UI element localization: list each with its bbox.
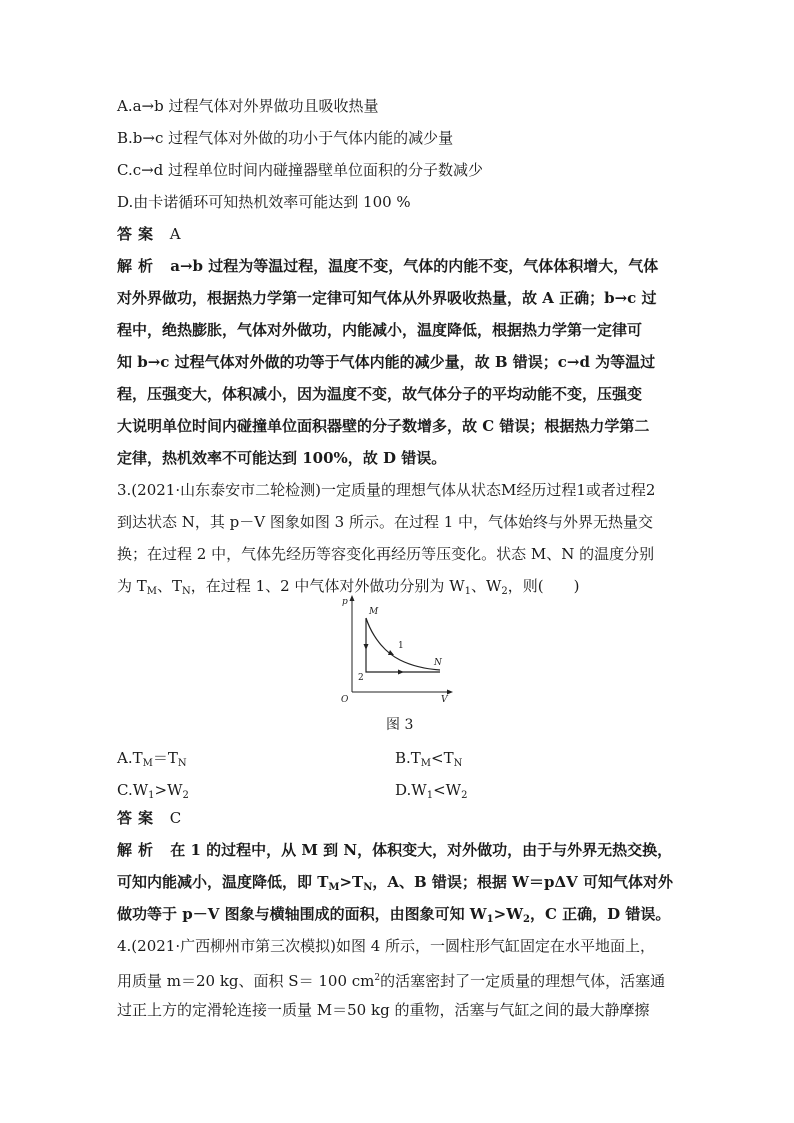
q3-answer (117, 808, 181, 828)
q3-stem-line-2: 到达状态 N，其 p－V 图象如图 3 所示。在过程 1 中，气体始终与外界无热量交 (117, 513, 654, 531)
answer-value: A (169, 225, 181, 243)
answer-label: 答案 (117, 809, 160, 827)
q2-option-d: D.由卡诺循环可知热机效率可能达到 100 % (117, 193, 411, 211)
q2-analysis-line-4: 知 b→c 过程气体对外做的功等于气体内能的减少量，故 B 错误；c→d 为等温过 (117, 353, 656, 371)
q4-stem-line-2: 用质量 m＝20 kg、面积 S＝ 100 $cm^2$的活塞密封了一定质量的理想气体，活塞通 (117, 972, 666, 990)
process-2-vertical-arrow (364, 644, 369, 650)
q2-answer (117, 224, 181, 244)
q2-analysis-line-1 (117, 256, 658, 276)
origin-label: O (341, 695, 349, 704)
point-n-label: N (434, 658, 442, 668)
path-1-label: 1 (398, 641, 404, 651)
q3-option-d: $D.W_1<W_2$ (395, 781, 468, 801)
analysis-text: a→b 过程为等温过程，温度不变，气体的内能不变，气体体积增大，气体 (170, 257, 659, 275)
q3-analysis-line-1: 解析 在 1 的过程中，从 M 到 N，体积变大，对外做功，由于与外界无热交换， (117, 841, 673, 859)
q3-stem-line-3: 换；在过程 2 中，气体先经历等容变化再经历等压变化。状态 M、N 的温度分别 (117, 545, 655, 563)
v-axis-label: V (441, 695, 448, 704)
q2-analysis-line-6: 大说明单位时间内碰撞单位面积器壁的分子数增多，故 C 错误；根据热力学第二 (117, 417, 650, 435)
q2-analysis-line-5: 程，压强变大，体积减小，因为温度不变，故气体分子的平均动能不变，压强变 (117, 385, 643, 403)
q2-analysis-line-7: 定律，热机效率不可能达到 100%，故 D 错误。 (117, 449, 447, 467)
q4-stem-line-1: 4.(2021·广西柳州市第三次模拟)如图 4 所示，一圆柱形气缸固定在水平地面上， (117, 937, 656, 955)
q3-stem-line-1: 3.(2021·山东泰安市二轮检测)一定质量的理想气体从状态M经历过程1或者过程2 (117, 481, 656, 499)
q2-option-a: A.a→b 过程气体对外界做功且吸收热量 (117, 97, 379, 115)
q2-option-b: B.b→c 过程气体对外做的功小于气体内能的减少量 (117, 129, 454, 147)
q4-stem-line-3: 过正上方的定滑轮连接一质量 M＝50 kg 的重物，活塞与气缸之间的最大静摩擦 (117, 1001, 650, 1019)
figure-caption: 图 3 (386, 717, 414, 733)
analysis-label: 解析 (117, 841, 160, 859)
answer-value: C (169, 809, 182, 827)
process-2-horizontal-arrow (398, 670, 404, 675)
pv-diagram (336, 592, 454, 704)
q2-analysis-line-3: 程中，绝热膨胀，气体对外做功，内能减小，温度降低，根据热力学第一定律可 (117, 321, 643, 339)
q3-stem-line-4: 为 $T_M$、$T_N$，在过程 1、2 中气体对外做功分别为 $W_1$、$W_2$，则( ) (117, 577, 580, 597)
point-m-label: M (369, 607, 379, 617)
q2-analysis-line-2: 对外界做功，根据热力学第一定律可知气体从外界吸收热量，故 A 正确；b→c 过 (117, 289, 657, 307)
answer-label: 答案 (117, 225, 160, 243)
q3-analysis-line-3: 做功等于 p－V 图象与横轴围成的面积，由图象可知 $W_1>W_2$，C 正确，D 错误。 (117, 905, 671, 925)
path-2-label: 2 (358, 673, 364, 683)
analysis-label: 解析 (117, 257, 160, 275)
q2-option-c: C.c→d 过程单位时间内碰撞器壁单位面积的分子数减少 (117, 161, 484, 179)
q3-options-row-1 (117, 748, 187, 774)
q3-option-c: $C.W_1>W_2$ (117, 781, 189, 801)
p-axis-arrow (350, 595, 355, 601)
v-axis-arrow (447, 690, 453, 695)
q3-option-b: $B.T_M<T_N$ (395, 749, 463, 769)
p-axis-label: p (342, 597, 348, 607)
q3-option-a: $A.T_M=T_N$ (117, 749, 187, 769)
q3-analysis-line-2: 可知内能减小，温度降低，即 $T_M>T_N$，A、B 错误；根据 W＝pΔV 可知气体对外 (117, 873, 673, 893)
